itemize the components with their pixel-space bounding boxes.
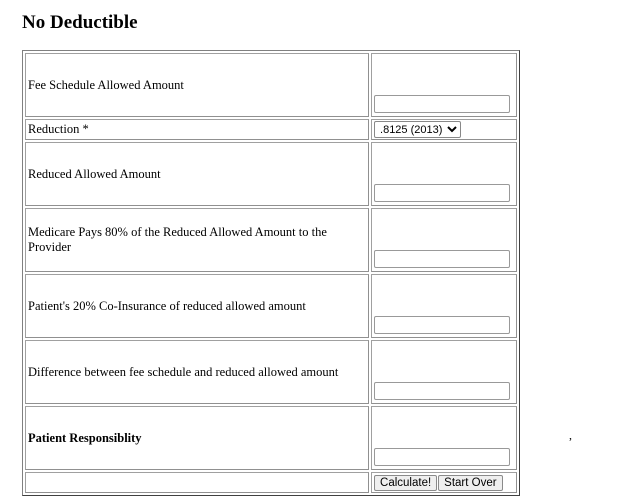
reduced-allowed-input[interactable]	[374, 184, 510, 202]
row-reduced-allowed	[25, 142, 517, 206]
row-coinsurance	[25, 274, 517, 338]
row-reduction	[25, 119, 517, 140]
reduction-select[interactable]	[374, 121, 461, 138]
row-patient-responsibility	[25, 406, 517, 470]
row-actions	[25, 472, 517, 493]
label-reduction: Reduction *	[25, 119, 369, 140]
row-medicare-pays	[25, 208, 517, 272]
coinsurance-input[interactable]	[374, 316, 510, 334]
label-fee-schedule: Fee Schedule Allowed Amount	[25, 53, 369, 117]
label-reduced-allowed: Reduced Allowed Amount	[25, 142, 369, 206]
label-coinsurance: Patient's 20% Co-Insurance of reduced allowed amount	[25, 274, 369, 338]
difference-input[interactable]	[374, 382, 510, 400]
label-patient-responsibility: Patient Responsiblity	[25, 406, 369, 470]
calculator-table	[22, 50, 520, 496]
fee-schedule-input[interactable]	[374, 95, 510, 113]
page-title: No Deductible	[22, 12, 138, 33]
row-difference	[25, 340, 517, 404]
label-difference: Difference between fee schedule and reduced allowed amount	[25, 340, 369, 404]
stray-comma: ,	[569, 428, 572, 442]
empty-cell	[25, 472, 369, 493]
label-medicare-pays: Medicare Pays 80% of the Reduced Allowed Amount to the Provider	[25, 208, 369, 272]
patient-responsibility-input[interactable]	[374, 448, 510, 466]
row-fee-schedule	[25, 53, 517, 117]
medicare-pays-input[interactable]	[374, 250, 510, 268]
start-over-button[interactable]: Start Over	[438, 475, 502, 491]
calculate-button[interactable]: Calculate!	[374, 475, 437, 491]
